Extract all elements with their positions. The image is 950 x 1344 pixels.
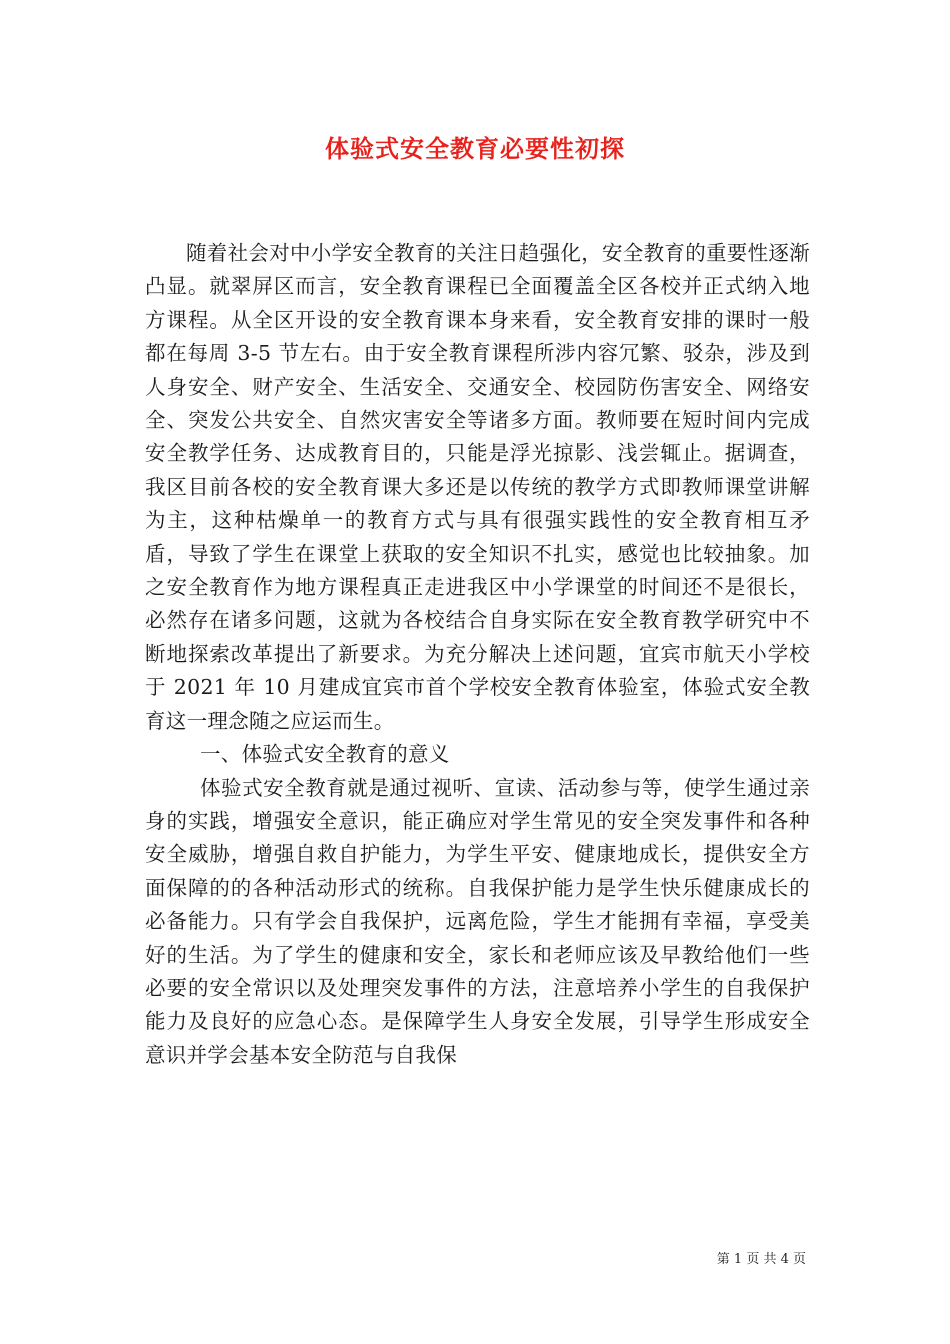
- intro-paragraph: 随着社会对中小学安全教育的关注日趋强化，安全教育的重要性逐渐凸显。就翠屏区而言，安全教育课程已全面覆盖全区各校并正式纳入地方课程。从全区开设的安全教育课本身来看，安全教育安排的课时一般都在每周 3-5 节左右。由于安全教育课程所涉内容冗繁、驳杂，涉及到人身安全、财产安全、生活安全、交通安全、校园防伤害安全、网络安全、突发公共安全、自然灾害安全等诸多方面。教师要在短时间内完成安全教学任务、达成教育目的，只能是浮光掠影、浅尝辄止。据调查，我区目前各校的安全教育课大多还是以传统的教学方式即教师课堂讲解为主，这种枯燥单一的教育方式与具有很强实践性的安全教育相互矛盾，导致了学生在课堂上获取的安全知识不扎实，感觉也比较抽象。加之安全教育作为地方课程真正走进我区中小学课堂的时间还不是很长，必然存在诸多问题，这就为各校结合自身实际在安全教育教学研究中不断地探索改革提出了新要求。为充分解决上述问题，宜宾市航天小学校于 2021 年 10 月建成宜宾市首个学校安全教育体验室，体验式安全教育这一理念随之应运而生。: [145, 241, 810, 733]
- document-body: [145, 237, 810, 1072]
- section-paragraph: 体验式安全教育就是通过视听、宣读、活动参与等，使学生通过亲身的实践，增强安全意识，能正确应对学生常见的安全突发事件和各种安全威胁，增强自救自护能力，为学生平安、健康地成长，提供安全方面保障的的各种活动形式的统称。自我保护能力是学生快乐健康成长的必备能力。只有学会自我保护，远离危险，学生才能拥有幸福，享受美好的生活。为了学生的健康和安全，家长和老师应该及早教给他们一些必要的安全常识以及处理突发事件的方法，注意培养小学生的自我保护能力及良好的应急心态。是保障学生人身安全发展，引导学生形成安全意识并学会基本安全防范与自我保: [145, 775, 810, 1067]
- document-title: 体验式安全教育必要性初探: [325, 134, 625, 163]
- page-footer: 第 1 页 共 4 页: [716, 1252, 806, 1267]
- section-heading: 一、体验式安全教育的意义: [200, 742, 450, 767]
